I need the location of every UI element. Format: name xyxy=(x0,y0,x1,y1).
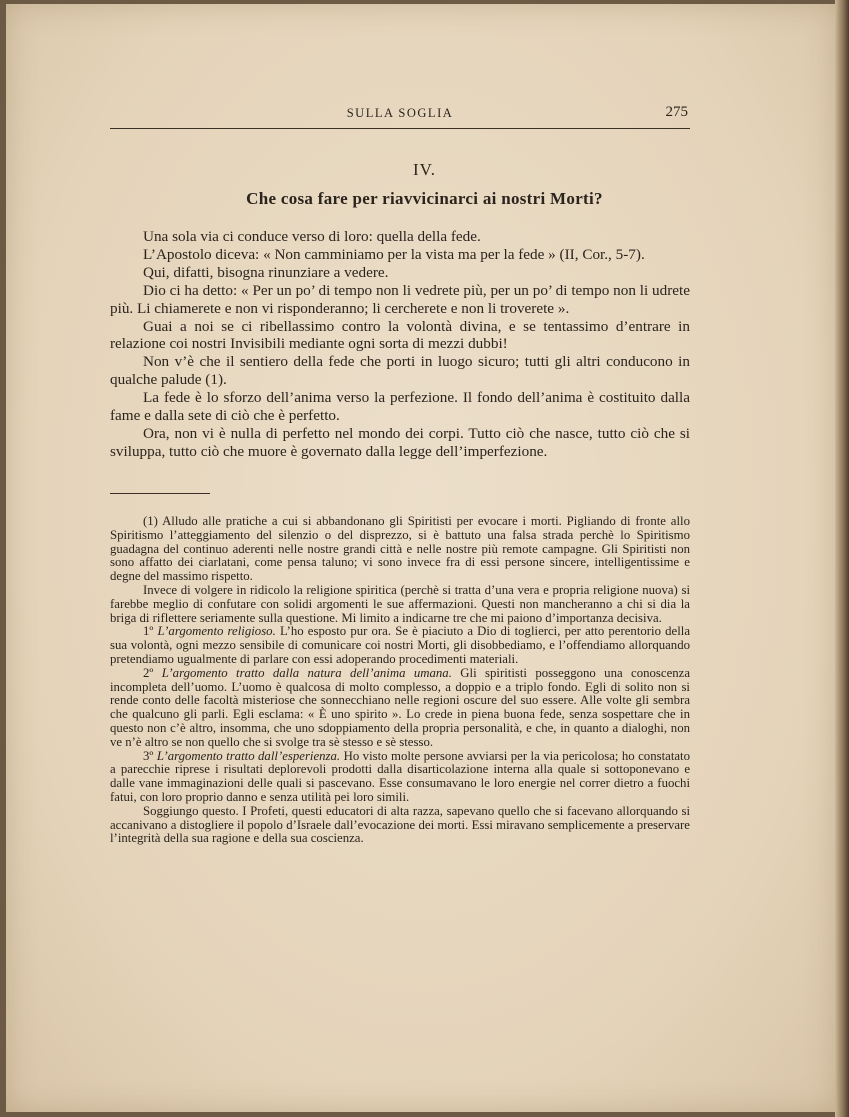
footnote-argument xyxy=(110,625,690,666)
argument-number: 3º xyxy=(143,748,154,763)
footnotes xyxy=(110,515,690,846)
section-number: IV. xyxy=(413,160,436,179)
argument-title: L’argomento tratto dalla natura dell’anima umana. xyxy=(161,665,452,680)
footnote-paragraph: (1) Alludo alle pratiche a cui si abbandonano gli Spiritisti per evocare i morti. Pigliando di fronte allo Spiritismo l’atteggiamento del silenzio o del disprezzo, si è battuto una falsa strada perchè lo Spiritismo guadagna del continuo aderenti nelle nostre grandi città e nelle nostre più remote campagne. Gli Spiritisti non sono affatto dei ciarlatani, come pensa taluno; vi sono invece fra di essi persone sincere, intelligentissime e degne del massimo rispetto. xyxy=(110,514,690,584)
argument-number: 1º xyxy=(143,624,154,639)
argument-text: Gli spiritisti posseggono una conoscenza incompleta dell’uomo. L’uomo è qualcosa di molto complesso, a doppio e a triplo fondo. Egli di solito non si rende conto delle facoltà misteriose che sonnecchiano nelle regioni oscure del suo essere. Alle volte gli sembra che qualcuno gli parli. Egli esclama: « È uno spirito ». Lo crede in piena buona fede, senza sospettare che in questo non c’è altro, insomma, che uno sdoppiamento della propria personalità, e che, in quanto a dialoghi, non ve n’è altro se non quello che si svolge tra sè stesso e sè stesso. xyxy=(110,665,691,749)
argument-number: 2º xyxy=(143,665,154,680)
argument-title: L’argomento religioso. xyxy=(157,624,276,639)
footnote-paragraph: Soggiungo questo. I Profeti, questi educatori di alta razza, sapevano quello che si facevano allorquando si accanivano a distogliere il popolo d’Israele dall’evocazione dei morti. Essi miravano semplicemente a preservare l’integrità della sua ragione e della sua coscienza. xyxy=(110,803,690,846)
argument-text: Ho visto molte persone avviarsi per la via pericolosa; ho constatato a parecchie riprese i risultati deplorevoli prodotti dalla disarticolazione interna alla quale si sottoponevano e dalle vane immaginazioni delle quali si pascevano. Esse consumavano le loro energie nel correr dietro a fuochi fatui, con loro proprio danno e senza utilità pei loro simili. xyxy=(110,748,691,804)
paragraph: La fede è lo sforzo dell’anima verso la perfezione. Il fondo dell’anima è costituito dalla fame e dalla sete di ciò che è perfetto. xyxy=(110,389,690,425)
section-title: Che cosa fare per riavvicinarci ai nostri Morti? xyxy=(246,189,603,208)
body-text xyxy=(110,228,690,461)
page-number: 275 xyxy=(665,104,688,120)
paragraph: Dio ci ha detto: « Per un po’ di tempo non li vedrete più, per un po’ di tempo non li udrete più. Li chiamerete e non vi risponderanno; li cercherete e non li troverete ». xyxy=(110,281,690,317)
footnote-argument xyxy=(110,750,690,805)
footnote-rule xyxy=(110,493,210,494)
footnote-argument xyxy=(110,667,690,750)
paragraph: Non v’è che il sentiero della fede che porti in luogo sicuro; tutti gli altri conducono in qualche palude (1). xyxy=(110,353,690,389)
paragraph: L’Apostolo diceva: « Non camminiamo per la vista ma per la fede » (II, Cor., 5-7). xyxy=(143,245,645,263)
paragraph: Ora, non vi è nulla di perfetto nel mondo dei corpi. Tutto ciò che nasce, tutto ciò che si sviluppa, tutto ciò che muore è governato dalla legge dell’imperfezione. xyxy=(110,424,690,460)
paragraph: Una sola via ci conduce verso di loro: quella della fede. xyxy=(143,228,481,245)
paragraph: Qui, difatti, bisogna rinunziare a vedere. xyxy=(143,263,389,281)
argument-title: L’argomento tratto dall’esperienza. xyxy=(156,748,341,763)
footnote-paragraph: Invece di volgere in ridicolo la religione spiritica (perchè si tratta d’una vera e propria religione nuova) si farebbe meglio di confutare con solidi argomenti le sue affermazioni. Questi non mancheranno a chi si dia la briga di riflettere seriamente sulla questione. Mi limito a indicarne tre che mi paiono d’importanza decisiva. xyxy=(110,582,690,625)
argument-text: L’ho esposto pur ora. Se è piaciuto a Dio di toglierci, per atto perentorio della sua volontà, ogni mezzo sensibile di comunicare coi nostri Morti, gli disobbediamo, e l’offendiamo allorquando pretendiamo ugualmente di parlare con essi adoperando procedimenti materiali. xyxy=(110,624,691,666)
running-title: SULLA SOGLIA xyxy=(346,106,454,120)
page-header xyxy=(110,106,690,129)
paragraph: Guai a noi se ci ribellassimo contro la volontà divina, e se tentassimo d’entrare in relazione coi nostri Invisibili mediante ogni sorta di mezzi dubbi! xyxy=(110,317,690,353)
